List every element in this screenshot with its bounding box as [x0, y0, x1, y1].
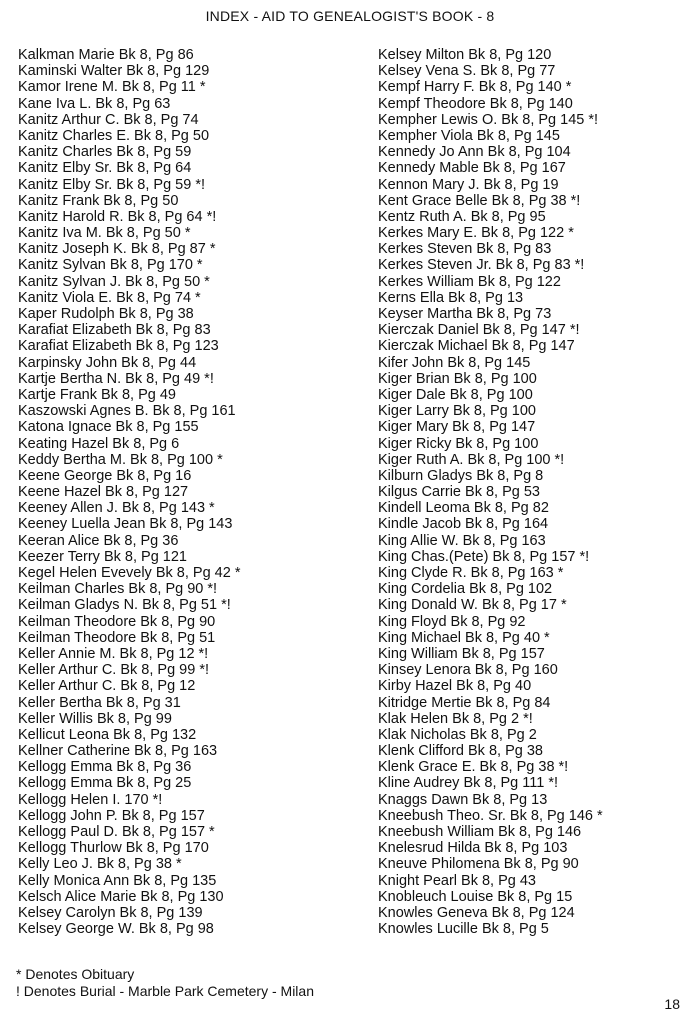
index-entry: Keller Willis Bk 8, Pg 99 — [18, 710, 172, 727]
index-entry: Kempf Theodore Bk 8, Pg 140 — [378, 95, 573, 112]
index-entry: Kerkes Steven Jr. Bk 8, Pg 83 *! — [378, 257, 585, 274]
index-entry: King Michael Bk 8, Pg 40 * — [378, 629, 550, 646]
index-entry: Kanitz Joseph K. Bk 8, Pg 87 * — [18, 241, 216, 258]
index-entry: Kaper Rudolph Bk 8, Pg 38 — [18, 306, 194, 322]
page-title: INDEX - AID TO GENEALOGIST'S BOOK - 8 — [205, 8, 495, 24]
index-entry: Kentz Ruth A. Bk 8, Pg 95 — [378, 208, 546, 225]
index-entry: Kanitz Elby Sr. Bk 8, Pg 59 *! — [18, 176, 205, 193]
legend — [16, 966, 314, 1000]
index-entry: Kartje Frank Bk 8, Pg 49 — [18, 386, 176, 403]
index-entry: Karafiat Elizabeth Bk 8, Pg 83 — [18, 322, 211, 339]
index-entry: Knowles Lucille Bk 8, Pg 5 — [378, 921, 549, 938]
index-entry: Kellicut Leona Bk 8, Pg 132 — [18, 726, 197, 743]
index-entry: King Chas.(Pete) Bk 8, Pg 157 *! — [378, 548, 590, 565]
index-entry: Kennedy Mable Bk 8, Pg 167 — [378, 160, 566, 177]
index-entry: Knight Pearl Bk 8, Pg 43 — [378, 872, 536, 889]
index-entry: Kellogg Thurlow Bk 8, Pg 170 — [18, 840, 209, 857]
index-entry: Kierczak Daniel Bk 8, Pg 147 *! — [378, 322, 580, 339]
index-entry: Kanitz Harold R. Bk 8, Pg 64 *! — [18, 208, 217, 225]
index-entry: Kneuve Philomena Bk 8, Pg 90 — [378, 856, 579, 873]
index-entry: Kellogg Emma Bk 8, Pg 25 — [18, 775, 192, 792]
index-entry: Kennedy Jo Ann Bk 8, Pg 104 — [378, 144, 571, 161]
index-entry: Kiger Brian Bk 8, Pg 100 — [378, 370, 537, 387]
index-entry: Kerns Ella Bk 8, Pg 13 — [378, 289, 524, 306]
index-entry: Kempher Lewis O. Bk 8, Pg 145 *! — [378, 111, 599, 128]
index-entry: Kanitz Frank Bk 8, Pg 50 — [18, 192, 179, 209]
index-entry: Keene Hazel Bk 8, Pg 127 — [18, 484, 189, 501]
index-entry: Keyser Martha Bk 8, Pg 73 — [378, 306, 552, 322]
index-entry: Kanitz Iva M. Bk 8, Pg 50 * — [18, 225, 191, 242]
index-entry: Kelly Leo J. Bk 8, Pg 38 * — [18, 856, 182, 873]
index-entry: Keilman Theodore Bk 8, Pg 51 — [18, 629, 216, 646]
index-entry: King William Bk 8, Pg 157 — [378, 645, 545, 662]
index-entry: Klenk Clifford Bk 8, Pg 38 — [378, 743, 543, 760]
index-entry: Keeney Allen J. Bk 8, Pg 143 * — [18, 500, 215, 517]
index-entry: Kiger Larry Bk 8, Pg 100 — [378, 403, 536, 420]
index-entry: Klenk Grace E. Bk 8, Pg 38 *! — [378, 759, 569, 776]
index-entry: King Floyd Bk 8, Pg 92 — [378, 613, 526, 630]
index-entry: Kierczak Michael Bk 8, Pg 147 — [378, 338, 575, 355]
index-entry: Kellogg John P. Bk 8, Pg 157 — [18, 807, 205, 824]
index-column-left — [18, 47, 240, 937]
index-entry: Knowles Geneva Bk 8, Pg 124 — [378, 904, 575, 921]
index-entry: Kaszowski Agnes B. Bk 8, Pg 161 — [18, 403, 236, 420]
index-entry: Kiger Ruth A. Bk 8, Pg 100 *! — [378, 451, 565, 468]
index-entry: Keene George Bk 8, Pg 16 — [18, 467, 192, 484]
index-entry: Knaggs Dawn Bk 8, Pg 13 — [378, 791, 548, 808]
index-entry: Kanitz Elby Sr. Bk 8, Pg 64 — [18, 160, 192, 177]
index-entry: Kneebush William Bk 8, Pg 146 — [378, 824, 582, 840]
index-entry: Kerkes William Bk 8, Pg 122 — [378, 273, 561, 290]
index-entry: Kerkes Mary E. Bk 8, Pg 122 * — [378, 225, 574, 242]
index-entry: Knobleuch Louise Bk 8, Pg 15 — [378, 888, 573, 905]
index-entry: Karafiat Elizabeth Bk 8, Pg 123 — [18, 338, 219, 355]
index-entry: Keating Hazel Bk 8, Pg 6 — [18, 435, 180, 452]
page-number: 18 — [664, 996, 680, 1012]
index-entry: Kellogg Emma Bk 8, Pg 36 — [18, 759, 192, 776]
legend-obituary: * Denotes Obituary — [16, 966, 135, 982]
index-entry: Keller Arthur C. Bk 8, Pg 12 — [18, 678, 196, 695]
index-entry: Kelly Monica Ann Bk 8, Pg 135 — [18, 872, 217, 889]
index-entry: Kellogg Paul D. Bk 8, Pg 157 * — [18, 824, 215, 840]
index-entry: Kelsey George W. Bk 8, Pg 98 — [18, 921, 214, 938]
index-entry: Kegel Helen Evevely Bk 8, Pg 42 * — [18, 565, 241, 581]
index-entry: Kent Grace Belle Bk 8, Pg 38 *! — [378, 192, 581, 209]
index-entry: Kempf Harry F. Bk 8, Pg 140 * — [378, 79, 572, 96]
index-entry: King Clyde R. Bk 8, Pg 163 * — [378, 565, 564, 581]
index-entry: Kempher Viola Bk 8, Pg 145 — [378, 127, 560, 144]
index-entry: Keller Bertha Bk 8, Pg 31 — [18, 694, 181, 711]
index-entry: Kalkman Marie Bk 8, Pg 86 — [18, 47, 194, 63]
index-entry: Keller Annie M. Bk 8, Pg 12 *! — [18, 645, 209, 662]
index-entry: Knelesrud Hilda Bk 8, Pg 103 — [378, 840, 568, 857]
index-entry: Kanitz Viola E. Bk 8, Pg 74 * — [18, 289, 201, 306]
index-entry: Klak Nicholas Bk 8, Pg 2 — [378, 726, 537, 743]
index-entry: Kline Audrey Bk 8, Pg 111 *! — [378, 775, 559, 792]
index-entry: Kinsey Lenora Bk 8, Pg 160 — [378, 662, 558, 679]
index-entry: Kerkes Steven Bk 8, Pg 83 — [378, 241, 552, 258]
index-entry: Kanitz Arthur C. Bk 8, Pg 74 — [18, 111, 199, 128]
index-entry: Keilman Charles Bk 8, Pg 90 *! — [18, 581, 218, 598]
index-entry: Keeran Alice Bk 8, Pg 36 — [18, 532, 179, 549]
index-entry: Keilman Gladys N. Bk 8, Pg 51 *! — [18, 597, 231, 614]
index-entry: Kanitz Charles E. Bk 8, Pg 50 — [18, 127, 210, 144]
index-entry: Kanitz Sylvan J. Bk 8, Pg 50 * — [18, 273, 210, 290]
index-entry: King Allie W. Bk 8, Pg 163 — [378, 532, 546, 549]
index-entry: Katona Ignace Bk 8, Pg 155 — [18, 419, 199, 436]
index-entry: Kifer John Bk 8, Pg 145 — [378, 354, 531, 371]
index-entry: Klak Helen Bk 8, Pg 2 *! — [378, 710, 533, 727]
index-entry: Keilman Theodore Bk 8, Pg 90 — [18, 613, 216, 630]
index-entry: Kelsey Milton Bk 8, Pg 120 — [378, 47, 552, 63]
index-entry: King Donald W. Bk 8, Pg 17 * — [378, 597, 567, 614]
index-entry: Kilburn Gladys Bk 8, Pg 8 — [378, 467, 544, 484]
index-entry: Kamor Irene M. Bk 8, Pg 11 * — [18, 79, 206, 96]
index-entry: Keeney Luella Jean Bk 8, Pg 143 — [18, 516, 233, 533]
index-entry: Kellner Catherine Bk 8, Pg 163 — [18, 743, 218, 760]
index-entry: Kelsey Vena S. Bk 8, Pg 77 — [378, 63, 556, 80]
index-entry: Kindle Jacob Bk 8, Pg 164 — [378, 516, 549, 533]
index-entry: Kirby Hazel Bk 8, Pg 40 — [378, 678, 532, 695]
index-entry: Kindell Leoma Bk 8, Pg 82 — [378, 500, 549, 517]
index-entry: Kelsey Carolyn Bk 8, Pg 139 — [18, 904, 203, 921]
index-entry: Kartje Bertha N. Bk 8, Pg 49 *! — [18, 370, 214, 387]
index-entry: Kanitz Charles Bk 8, Pg 59 — [18, 144, 192, 161]
index-entry: Kneebush Theo. Sr. Bk 8, Pg 146 * — [378, 807, 603, 824]
index-entry: Kitridge Mertie Bk 8, Pg 84 — [378, 694, 551, 711]
index-entry: Kellogg Helen I. 170 *! — [18, 791, 163, 808]
index-entry: Karpinsky John Bk 8, Pg 44 — [18, 354, 197, 371]
index-entry: Kiger Dale Bk 8, Pg 100 — [378, 386, 533, 403]
index-entry: Kilgus Carrie Bk 8, Pg 53 — [378, 484, 540, 501]
index-entry: Kaminski Walter Bk 8, Pg 129 — [18, 63, 210, 80]
index-column-right — [378, 47, 603, 937]
index-entry: Kiger Ricky Bk 8, Pg 100 — [378, 435, 539, 452]
index-entry: Kanitz Sylvan Bk 8, Pg 170 * — [18, 257, 203, 274]
index-entry: Kiger Mary Bk 8, Pg 147 — [378, 419, 536, 436]
index-entry: Keller Arthur C. Bk 8, Pg 99 *! — [18, 662, 210, 679]
index-entry: Keddy Bertha M. Bk 8, Pg 100 * — [18, 451, 223, 468]
index-entry: King Cordelia Bk 8, Pg 102 — [378, 581, 553, 598]
index-entry: Keezer Terry Bk 8, Pg 121 — [18, 548, 187, 565]
index-entry: Kennon Mary J. Bk 8, Pg 19 — [378, 176, 559, 193]
legend-burial: ! Denotes Burial - Marble Park Cemetery - Milan — [16, 983, 314, 999]
index-entry: Kane Iva L. Bk 8, Pg 63 — [18, 95, 171, 112]
index-entry: Kelsch Alice Marie Bk 8, Pg 130 — [18, 888, 224, 905]
